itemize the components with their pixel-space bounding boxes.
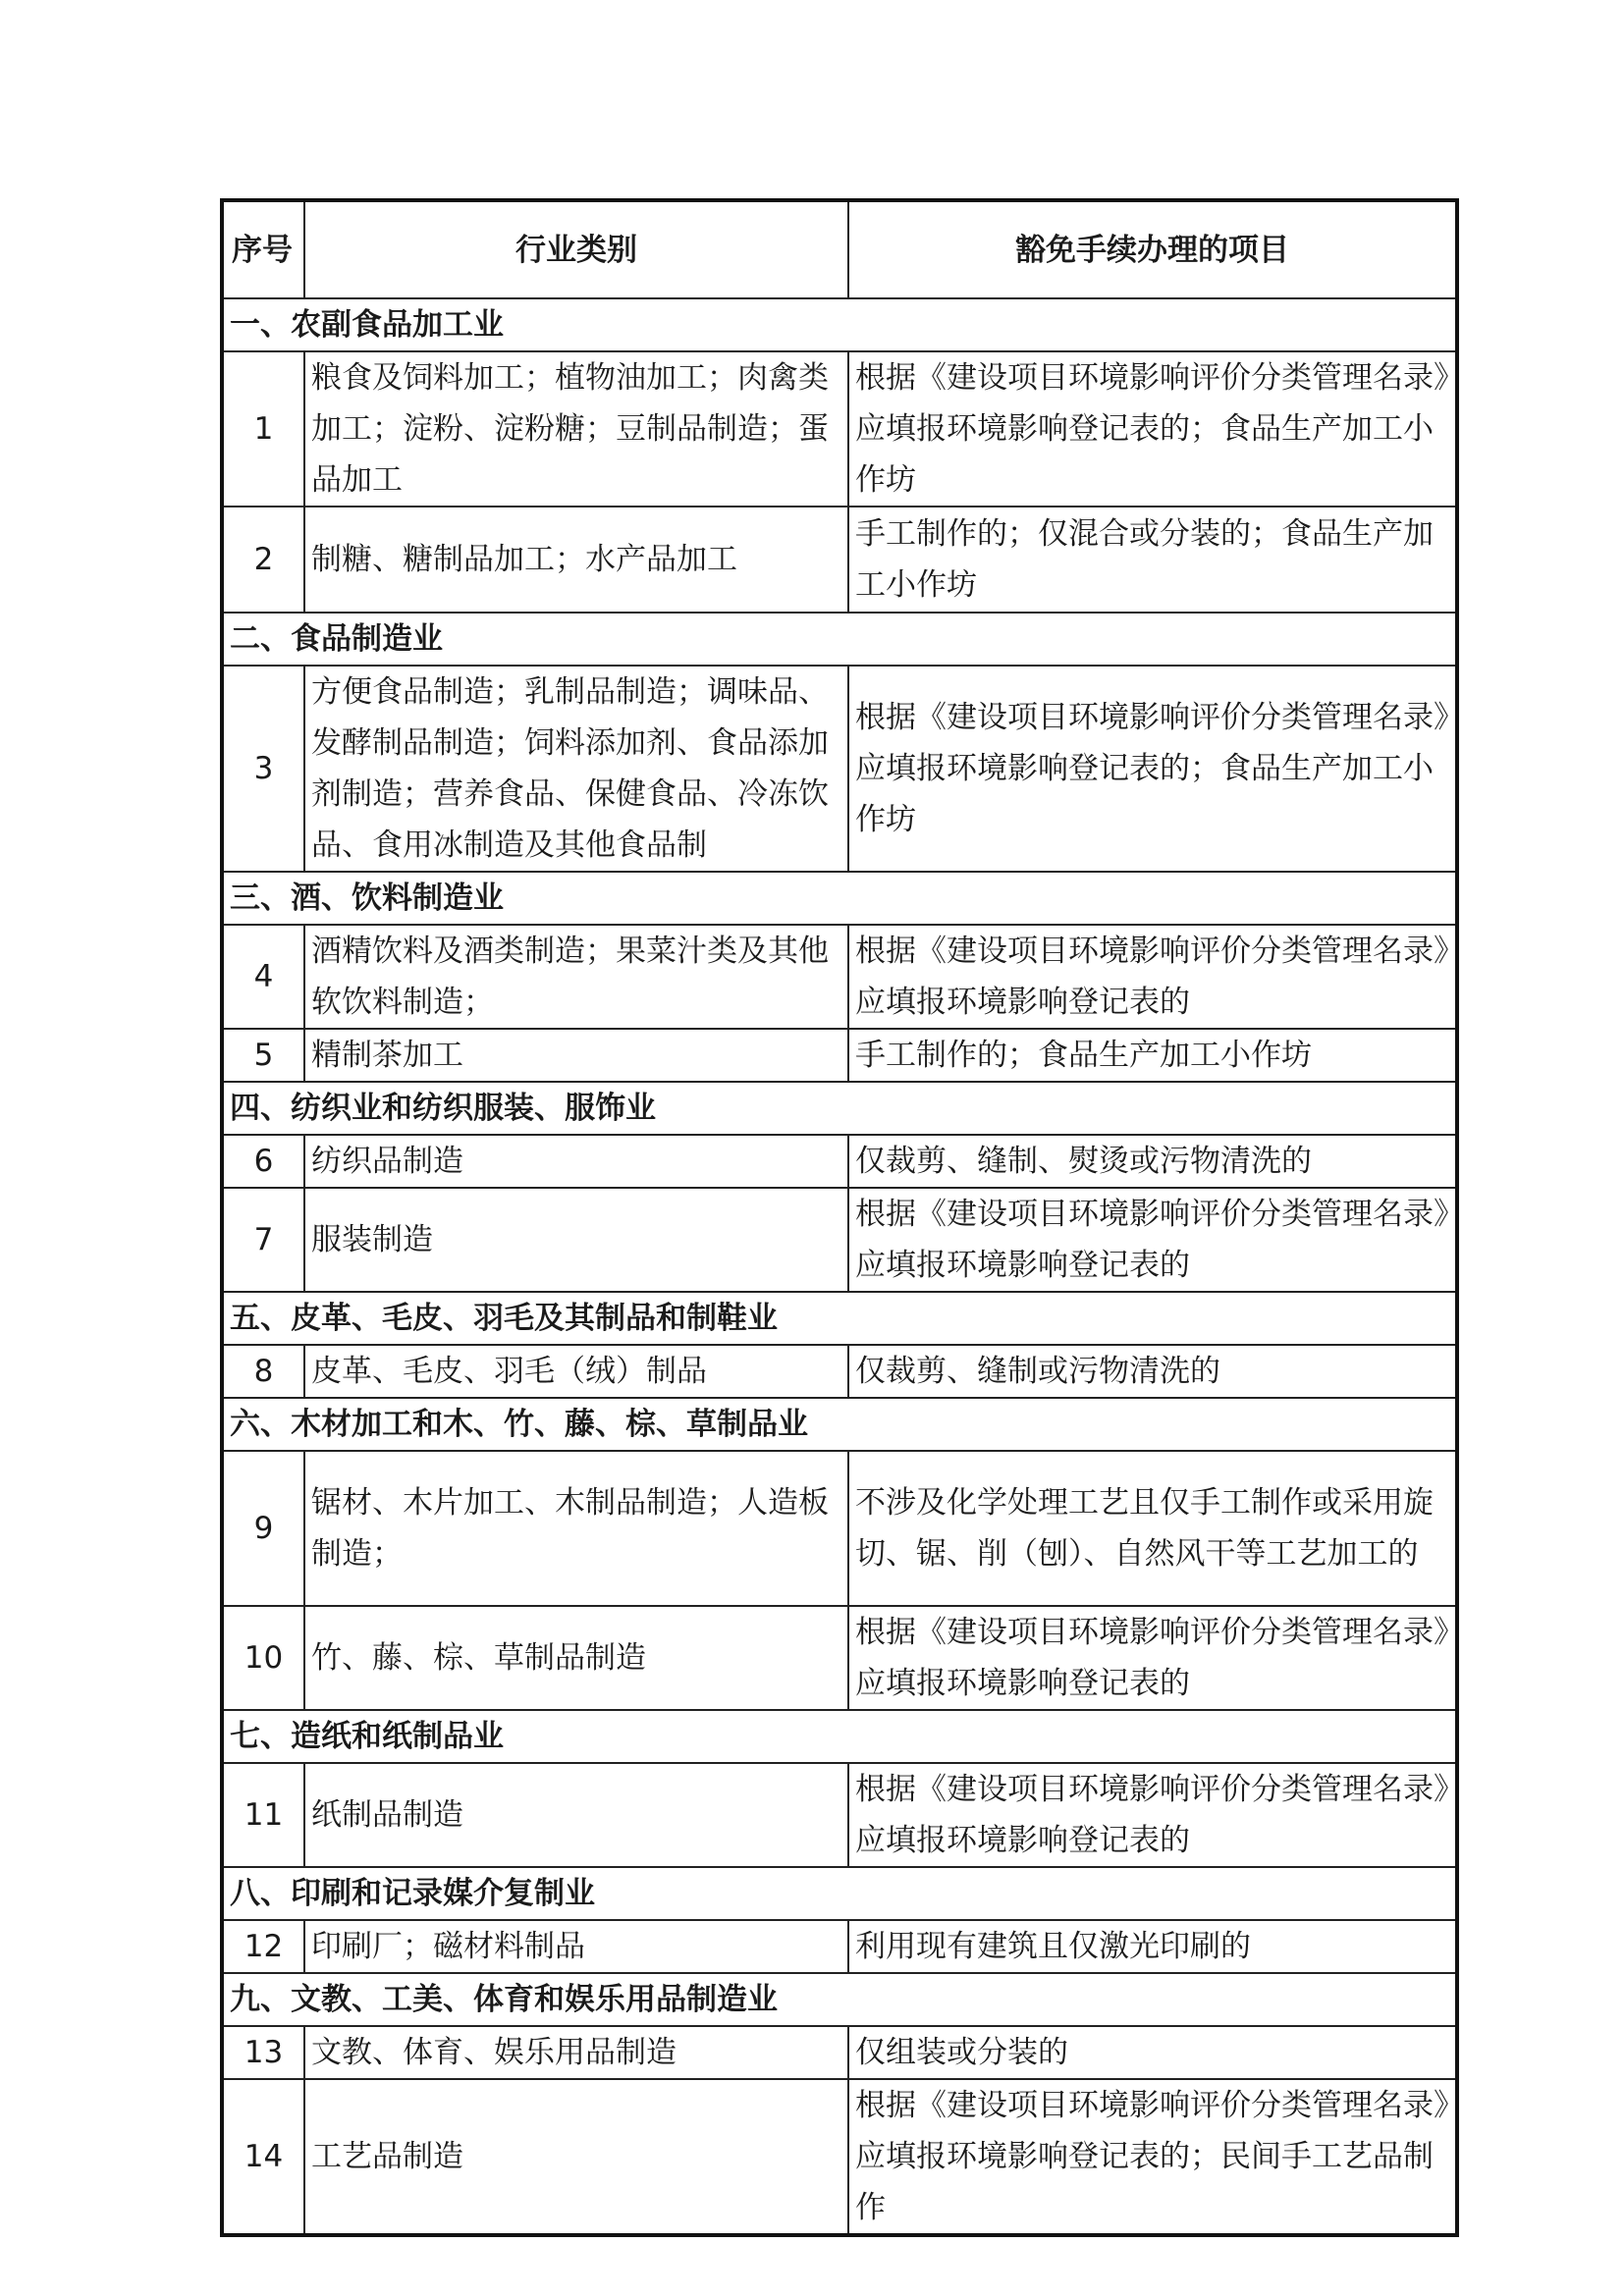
row-exempt-items: 根据《建设项目环境影响评价分类管理名录》应填报环境影响登记表的 — [848, 1763, 1457, 1867]
category-title: 七、造纸和纸制品业 — [222, 1710, 1457, 1763]
row-exempt-items: 仅组装或分装的 — [848, 2026, 1457, 2079]
category-row — [222, 1082, 1457, 1135]
table-row — [222, 1135, 1457, 1188]
category-row — [222, 613, 1457, 666]
header-industry: 行业类别 — [304, 200, 848, 298]
table-row — [222, 1606, 1457, 1710]
category-title: 三、酒、饮料制造业 — [222, 872, 1457, 925]
category-title: 五、皮革、毛皮、羽毛及其制品和制鞋业 — [222, 1292, 1457, 1345]
category-title: 九、文教、工美、体育和娱乐用品制造业 — [222, 1973, 1457, 2026]
table-row — [222, 507, 1457, 613]
header-seq: 序号 — [222, 200, 304, 298]
row-industry: 工艺品制造 — [304, 2079, 848, 2235]
table-row — [222, 925, 1457, 1029]
row-number: 14 — [222, 2079, 304, 2235]
table-row — [222, 2079, 1457, 2235]
row-number: 4 — [222, 925, 304, 1029]
table-row — [222, 666, 1457, 872]
row-number: 8 — [222, 1345, 304, 1398]
row-number: 5 — [222, 1029, 304, 1082]
table-body — [222, 298, 1457, 2235]
row-exempt-items: 根据《建设项目环境影响评价分类管理名录》应填报环境影响登记表的；民间手工艺品制作 — [848, 2079, 1457, 2235]
row-industry: 纸制品制造 — [304, 1763, 848, 1867]
row-industry: 竹、藤、棕、草制品制造 — [304, 1606, 848, 1710]
row-exempt-items: 根据《建设项目环境影响评价分类管理名录》应填报环境影响登记表的 — [848, 925, 1457, 1029]
row-exempt-items: 根据《建设项目环境影响评价分类管理名录》应填报环境影响登记表的；食品生产加工小作坊 — [848, 666, 1457, 872]
row-exempt-items: 根据《建设项目环境影响评价分类管理名录》应填报环境影响登记表的；食品生产加工小作坊 — [848, 351, 1457, 507]
row-exempt-items: 手工制作的；食品生产加工小作坊 — [848, 1029, 1457, 1082]
table-row — [222, 1188, 1457, 1292]
row-exempt-items: 手工制作的；仅混合或分装的；食品生产加工小作坊 — [848, 507, 1457, 613]
row-industry: 印刷厂；磁材料制品 — [304, 1920, 848, 1973]
row-exempt-items: 根据《建设项目环境影响评价分类管理名录》应填报环境影响登记表的 — [848, 1188, 1457, 1292]
category-row — [222, 1973, 1457, 2026]
row-exempt-items: 仅裁剪、缝制、熨烫或污物清洗的 — [848, 1135, 1457, 1188]
row-industry: 纺织品制造 — [304, 1135, 848, 1188]
category-row — [222, 872, 1457, 925]
row-industry: 制糖、糖制品加工；水产品加工 — [304, 507, 848, 613]
row-exempt-items: 利用现有建筑且仅激光印刷的 — [848, 1920, 1457, 1973]
category-title: 一、农副食品加工业 — [222, 298, 1457, 351]
category-title: 六、木材加工和木、竹、藤、棕、草制品业 — [222, 1398, 1457, 1451]
row-industry: 锯材、木片加工、木制品制造；人造板制造； — [304, 1451, 848, 1606]
row-industry: 方便食品制造；乳制品制造；调味品、发酵制品制造；饲料添加剂、食品添加剂制造；营养食品、保健食品、冷冻饮品、食用冰制造及其他食品制 — [304, 666, 848, 872]
table-row — [222, 2026, 1457, 2079]
category-row — [222, 1398, 1457, 1451]
table-row — [222, 1029, 1457, 1082]
category-row — [222, 1710, 1457, 1763]
table-row — [222, 1345, 1457, 1398]
row-industry: 服装制造 — [304, 1188, 848, 1292]
header-exempt: 豁免手续办理的项目 — [848, 200, 1457, 298]
category-row — [222, 1867, 1457, 1920]
category-title: 八、印刷和记录媒介复制业 — [222, 1867, 1457, 1920]
row-industry: 皮革、毛皮、羽毛（绒）制品 — [304, 1345, 848, 1398]
row-industry: 粮食及饲料加工；植物油加工；肉禽类加工；淀粉、淀粉糖；豆制品制造；蛋品加工 — [304, 351, 848, 507]
row-number: 12 — [222, 1920, 304, 1973]
row-number: 1 — [222, 351, 304, 507]
table-row — [222, 1920, 1457, 1973]
row-exempt-items: 不涉及化学处理工艺且仅手工制作或采用旋切、锯、削（刨）、自然风干等工艺加工的 — [848, 1451, 1457, 1606]
table-row — [222, 351, 1457, 507]
row-number: 3 — [222, 666, 304, 872]
table-row — [222, 1451, 1457, 1606]
header-row — [222, 200, 1457, 298]
category-title: 四、纺织业和纺织服装、服饰业 — [222, 1082, 1457, 1135]
row-number: 11 — [222, 1763, 304, 1867]
row-industry: 精制茶加工 — [304, 1029, 848, 1082]
row-number: 6 — [222, 1135, 304, 1188]
row-number: 9 — [222, 1451, 304, 1606]
row-exempt-items: 根据《建设项目环境影响评价分类管理名录》应填报环境影响登记表的 — [848, 1606, 1457, 1710]
row-exempt-items: 仅裁剪、缝制或污物清洗的 — [848, 1345, 1457, 1398]
category-row — [222, 1292, 1457, 1345]
row-industry: 文教、体育、娱乐用品制造 — [304, 2026, 848, 2079]
row-number: 13 — [222, 2026, 304, 2079]
row-number: 7 — [222, 1188, 304, 1292]
row-number: 2 — [222, 507, 304, 613]
table-row — [222, 1763, 1457, 1867]
category-row — [222, 298, 1457, 351]
category-title: 二、食品制造业 — [222, 613, 1457, 666]
row-number: 10 — [222, 1606, 304, 1710]
row-industry: 酒精饮料及酒类制造；果菜汁类及其他软饮料制造； — [304, 925, 848, 1029]
exemption-table — [220, 198, 1459, 2237]
